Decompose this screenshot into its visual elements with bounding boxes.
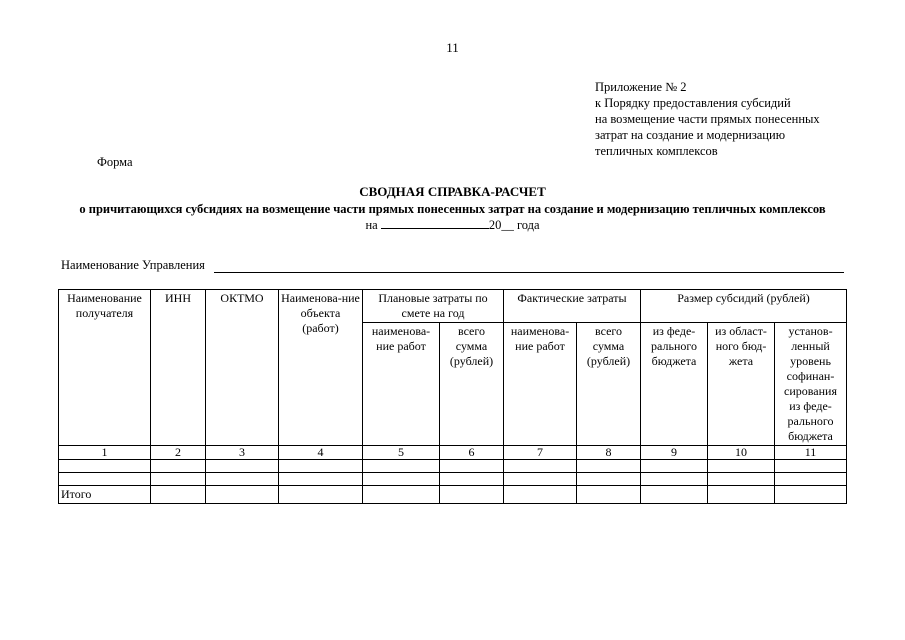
- appendix-line: затрат на создание и модернизацию: [595, 128, 786, 142]
- table-cell: [504, 473, 577, 486]
- table-cell: [577, 486, 641, 504]
- column-number: 5: [363, 446, 440, 460]
- table-cell: [577, 473, 641, 486]
- header-actual-works: наименова-ние работ: [504, 323, 577, 446]
- table-cell: [151, 460, 206, 473]
- column-number-row: [59, 446, 847, 460]
- document-title: СВОДНАЯ СПРАВКА-РАСЧЕТ: [359, 184, 546, 199]
- page-number: 11: [446, 40, 459, 55]
- table-cell: [708, 460, 775, 473]
- table-cell: [363, 486, 440, 504]
- table-cell: [775, 486, 847, 504]
- table-cell: [151, 486, 206, 504]
- table-cell: [708, 473, 775, 486]
- table-cell: [206, 473, 279, 486]
- table-cell: [504, 460, 577, 473]
- header-row-1: [59, 290, 847, 323]
- document-subtitle: о причитающихся субсидиях на возмещение части прямых понесенных затрат на создание и модернизацию тепличных комплексов: [79, 202, 826, 216]
- appendix-line: к Порядку предоставления субсидий: [595, 96, 791, 110]
- table-cell: [440, 460, 504, 473]
- column-number: 11: [775, 446, 847, 460]
- department-label: Наименование Управления: [61, 258, 205, 272]
- table-cell: [504, 486, 577, 504]
- table-cell: [59, 473, 151, 486]
- appendix-line: тепличных комплексов: [595, 144, 718, 158]
- column-number: 2: [151, 446, 206, 460]
- header-federal: из феде-рального бюджета: [641, 323, 708, 446]
- header-planned-works: наименова-ние работ: [363, 323, 440, 446]
- table-cell: [577, 460, 641, 473]
- column-number: 3: [206, 446, 279, 460]
- date-line: [0, 216, 905, 233]
- table-cell: [363, 473, 440, 486]
- table-cell: [206, 460, 279, 473]
- date-year-prefix: 20__: [488, 218, 514, 232]
- header-object: Наименова-ние объекта (работ): [279, 290, 363, 446]
- appendix-line: Приложение № 2: [595, 80, 687, 94]
- header-subsidy: Размер субсидий (рублей): [641, 290, 847, 323]
- column-number: 9: [641, 446, 708, 460]
- column-number: 8: [577, 446, 641, 460]
- table-row: [59, 460, 847, 473]
- column-number: 7: [504, 446, 577, 460]
- header-oktmo: ОКТМО: [206, 290, 279, 446]
- form-label: Форма: [97, 155, 133, 169]
- table-cell: [440, 473, 504, 486]
- table-cell: [206, 486, 279, 504]
- table-cell: [363, 460, 440, 473]
- header-actual-total: всего сумма (рублей): [577, 323, 641, 446]
- header-recipient: Наименование получателя: [59, 290, 151, 446]
- date-suffix: года: [516, 218, 540, 232]
- total-label: Итого: [59, 486, 151, 504]
- table-cell: [641, 486, 708, 504]
- header-regional: из област-ного бюд-жета: [708, 323, 775, 446]
- appendix-block: [595, 79, 820, 159]
- appendix-line: на возмещение части прямых понесенных: [595, 112, 820, 126]
- column-number: 10: [708, 446, 775, 460]
- table-row: [59, 473, 847, 486]
- table-cell: [279, 460, 363, 473]
- table-cell: [440, 486, 504, 504]
- header-actual: Фактические затраты: [504, 290, 641, 323]
- table-cell: [279, 486, 363, 504]
- header-inn: ИНН: [151, 290, 206, 446]
- header-cofinancing: установ-ленный уровень софинан-сирования из феде-рального бюджета: [775, 323, 847, 446]
- column-number: 1: [59, 446, 151, 460]
- table-cell: [151, 473, 206, 486]
- table-cell: [641, 473, 708, 486]
- header-planned: Плановые затраты по смете на год: [363, 290, 504, 323]
- department-blank: [214, 272, 844, 273]
- table-cell: [59, 460, 151, 473]
- header-planned-total: всего сумма (рублей): [440, 323, 504, 446]
- table-cell: [775, 473, 847, 486]
- table-cell: [775, 460, 847, 473]
- date-blank: [381, 216, 489, 229]
- summary-table: [58, 289, 847, 504]
- total-row: [59, 486, 847, 504]
- column-number: 4: [279, 446, 363, 460]
- table-cell: [708, 486, 775, 504]
- table-cell: [641, 460, 708, 473]
- column-number: 6: [440, 446, 504, 460]
- date-prefix: на: [365, 218, 378, 232]
- table-cell: [279, 473, 363, 486]
